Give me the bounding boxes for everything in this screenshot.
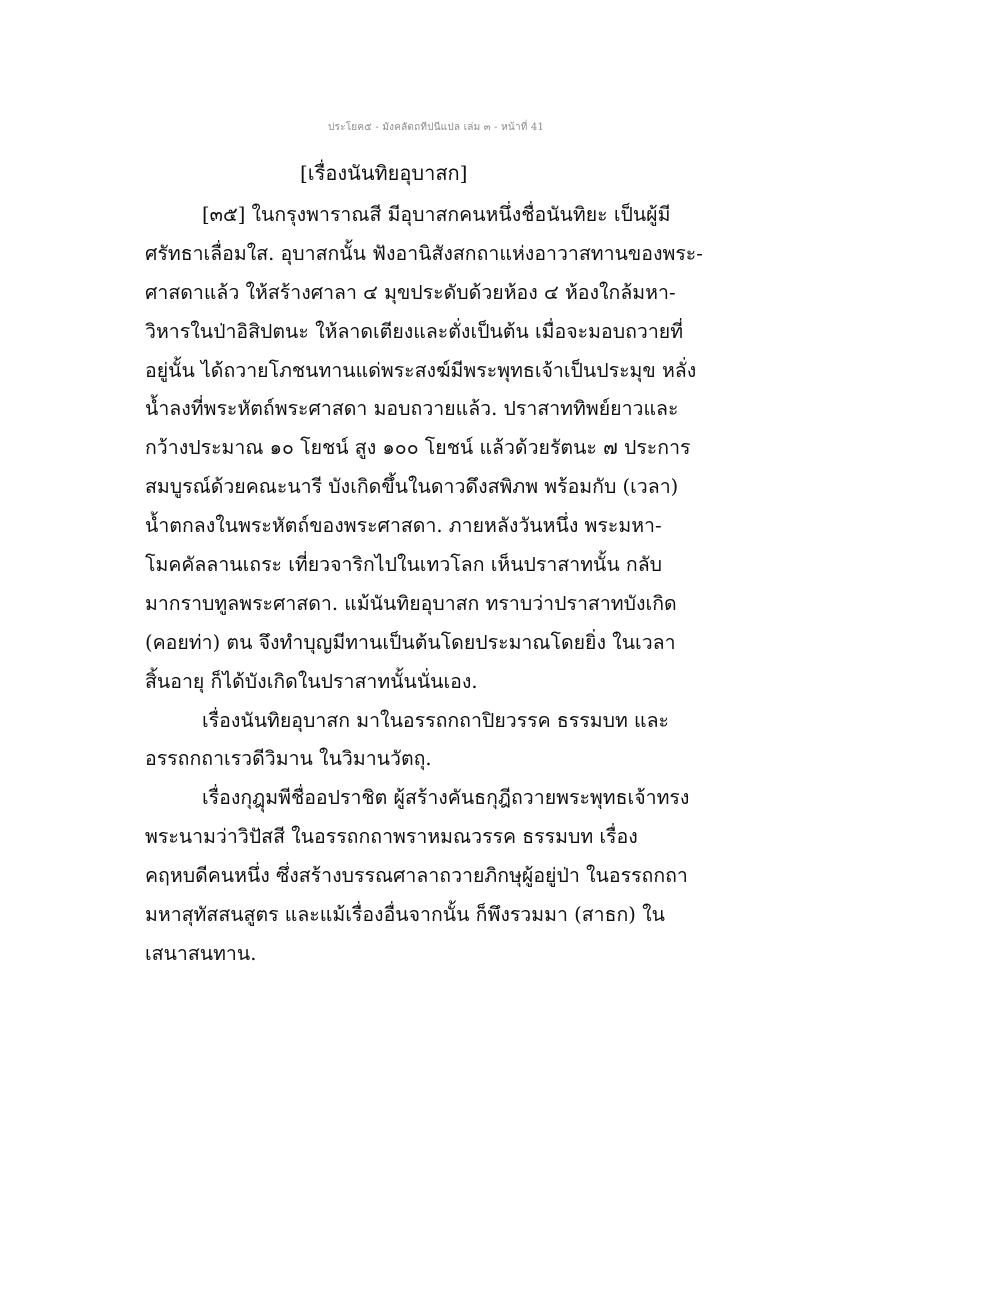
text-line: ศาสดาแล้ว ให้สร้างศาลา ๔ มุขประดับด้วยห้อง ๔ ห้องใกล้มหา- (145, 280, 676, 304)
text-line: กว้างประมาณ ๑๐ โยชน์ สูง ๑๐๐ โยชน์ แล้วด้วยรัตนะ ๗ ประการ (145, 436, 691, 460)
text-line: เรื่องนันทิยอุบาสก มาในอรรถกถาปิยวรรค ธรรมบท และ (202, 708, 670, 732)
text-line: โมคคัลลานเถระ เที่ยวจาริกไปในเทวโลก เห็นปราสาทนั้น กลับ (145, 553, 663, 577)
text-line: สมบูรณ์ด้วยคณะนารี บังเกิดขึ้นในดาวดึงสพิภพ พร้อมกับ (เวลา) (145, 475, 679, 499)
text-line: วิหารในป่าอิสิปตนะ ให้ลาดเตียงและตั่งเป็นต้น เมื่อจะมอบถวายที่ (145, 319, 684, 343)
text-line: อรรถกถาเรวดีวิมาน ในวิมานวัตถุ. (145, 747, 432, 771)
text-line: คฤหบดีคนหนึ่ง ซึ่งสร้างบรรณศาลาถวายภิกษุผู้อยู่ป่า ในอรรถกถา (145, 864, 688, 888)
text-line: สิ้นอายุ ก็ได้บังเกิดในปราสาทนั้นนั่นเอง. (145, 669, 478, 693)
text-line: เรื่องกุฎุมพีชื่ออปราชิต ผู้สร้างคันธกุฎีถวายพระพุทธเจ้าทรง (202, 786, 690, 810)
text-line: น้ำลงที่พระหัตถ์พระศาสดา มอบถวายแล้ว. ปราสาททิพย์ยาวและ (145, 397, 679, 421)
text-line: (คอยท่า) ตน จึงทำบุญมีทานเป็นต้นโดยประมาณโดยยิ่ง ในเวลา (145, 630, 676, 654)
text-line: พระนามว่าวิปัสสี ในอรรถกถาพราหมณวรรค ธรรมบท เรื่อง (145, 825, 638, 849)
section-title: [เรื่องนันทิยอุบาสก] (300, 161, 468, 185)
page-header: ประโยค๕ - มังคลัตถทีปนีแปล เล่ม ๓ - หน้าที่ 41 (328, 122, 545, 133)
text-line: มหาสุทัสสนสูตร และแม้เรื่องอื่นจากนั้น ก็พึงรวมมา (สาธก) ใน (145, 903, 665, 927)
text-line: [๓๕] ในกรุงพาราณสี มีอุบาสกคนหนึ่งชื่อนันทิยะ เป็นผู้มี (202, 203, 671, 226)
text-line: อยู่นั้น ได้ถวายโภชนทานแด่พระสงฆ์มีพระพุทธเจ้าเป็นประมุข หลั่ง (145, 358, 697, 382)
text-line: ศรัทธาเลื่อมใส. อุบาสกนั้น ฟังอานิสังสกถาแห่งอาวาสทานของพระ- (145, 241, 703, 265)
text-line: เสนาสนทาน. (145, 941, 257, 965)
body-text (145, 196, 705, 974)
text-line: น้ำตกลงในพระหัตถ์ของพระศาสดา. ภายหลังวันหนึ่ง พระมหา- (145, 514, 662, 538)
text-line: มากราบทูลพระศาสดา. แม้นันทิยอุบาสก ทราบว่าปราสาทบังเกิด (145, 591, 677, 615)
